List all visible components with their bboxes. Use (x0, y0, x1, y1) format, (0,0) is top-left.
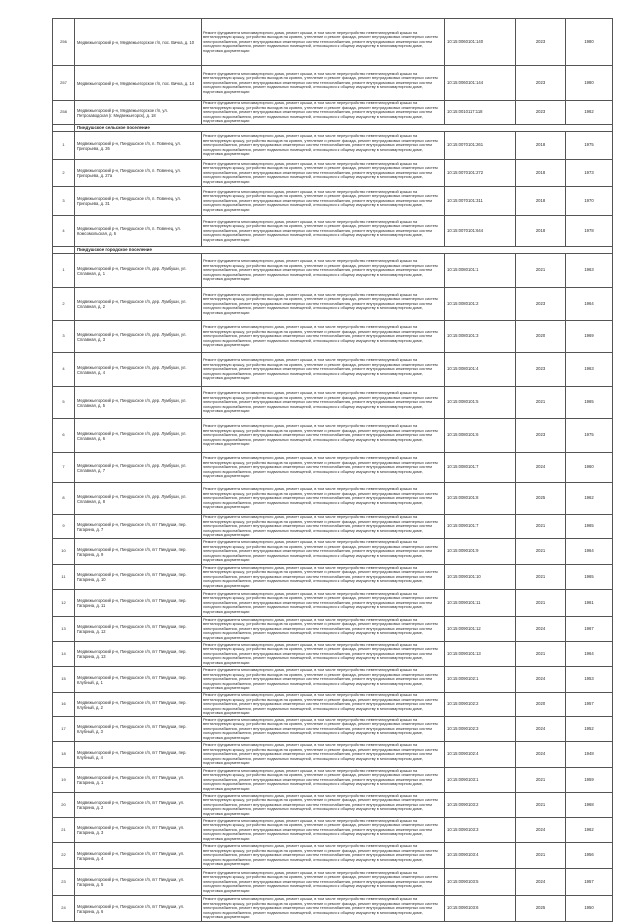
row-address: Медвежьегорский р-н, Пиндушское г/п, пгт Пиндуши, пер. Гагарина, д. 12 (75, 617, 202, 642)
section-header-row (53, 247, 613, 254)
row-work-description: Ремонт фундамента многоквартирного дома, ремонт крыши, в том числе переустройство невентилируемой крыши на вентилируемую крышу, устройство выходов на кровлю, утепление и ремонт фасада, ремонт внутридомовых инженерных систем электроснабжения, ремонт внутридомовых инженерных систем теплоснабжения, ремонт внутридомовых инженерных систем холодного водоснабжения, ремонт подвальных помещений, относящихся к общему имуществу в многоквартирном доме, подготовка документации (202, 565, 445, 590)
row-build-year: 1964 (566, 642, 613, 667)
row-address: Медвежьегорский р-н, Пиндушское г/п, дер. Лумбуши, ул. Сплавная, д. 6 (75, 419, 202, 453)
row-build-year: 1975 (566, 132, 613, 160)
row-planned-year: 2018 (516, 160, 566, 187)
row-address: Медвежьегорский р-н, Пиндушское г/п, пгт Пиндуши, пер. Клубный, д. 1 (75, 667, 202, 693)
row-build-year: 1963 (566, 353, 613, 387)
row-work-description: Ремонт фундамента многоквартирного дома, ремонт крыши, в том числе переустройство невентилируемой крыши на вентилируемую крышу, устройство выходов на кровлю, утепление и ремонт фасада, ремонт внутридомовых инженерных систем электроснабжения, ремонт внутридомовых инженерных систем теплоснабжения, ремонт внутридомовых инженерных систем холодного водоснабжения, ремонт подвальных помещений, относящихся к общему имуществу в многоквартирном доме, подготовка документации (202, 742, 445, 768)
row-number: 11 (53, 565, 75, 590)
row-cadastral-number: 10:15:0090103:5 (445, 869, 516, 896)
row-address: Медвежьегорский р-н, Пиндушское г/п, п. Повенец, ул. Григорьева, д. 31 (75, 187, 202, 216)
table-row (53, 565, 613, 590)
row-cadastral-number: 10:15:0090103:2 (445, 793, 516, 818)
table-row (53, 818, 613, 843)
section-header-row (53, 125, 613, 132)
row-address: Медвежьегорский р-н, Пиндушское г/п, дер. Лумбуши, ул. Сплавная, д. 4 (75, 353, 202, 387)
row-address: Медвежьегорский р-н, Пиндушское г/п, пгт Пиндуши, ул. Гагарина, д. 4 (75, 843, 202, 869)
row-build-year: 1980 (566, 19, 613, 66)
row-cadastral-number: 10:15:0090101:12 (445, 617, 516, 642)
row-planned-year: 2018 (516, 216, 566, 247)
row-planned-year: 2025 (516, 896, 566, 922)
row-address: Медвежьегорский р-н, Пиндушское г/п, дер. Лумбуши, ул. Сплавная, д. 5 (75, 387, 202, 419)
row-planned-year: 2021 (516, 387, 566, 419)
table-row (53, 590, 613, 617)
row-build-year: 1953 (566, 667, 613, 693)
row-build-year: 1952 (566, 717, 613, 742)
row-cadastral-number: 10:15:0080101:3 (445, 321, 516, 353)
table-row (53, 793, 613, 818)
row-cadastral-number: 10:15:0080101:8 (445, 483, 516, 515)
row-build-year: 1950 (566, 896, 613, 922)
row-address: Медвежьегорский р-н, Пиндушское г/п, пгт Пиндуши, ул. Гагарина, д. 3 (75, 818, 202, 843)
row-number: 4 (53, 216, 75, 247)
row-planned-year: 2023 (516, 419, 566, 453)
row-build-year: 1967 (566, 617, 613, 642)
row-number: 3 (53, 187, 75, 216)
row-planned-year: 2024 (516, 453, 566, 483)
row-address: Медвежьегорский р-н, Пиндушское г/п, пгт Пиндуши, пер. Клубный, д. 3 (75, 717, 202, 742)
row-work-description: Ремонт фундамента многоквартирного дома, ремонт крыши, в том числе переустройство невентилируемой крыши на вентилируемую крышу, устройство выходов на кровлю, утепление и ремонт фасада, ремонт внутридомовых инженерных систем электроснабжения, ремонт внутридомовых инженерных систем теплоснабжения, ремонт внутридомовых инженерных систем холодного водоснабжения, ремонт подвальных помещений, относящихся к общему имуществу в многоквартирном доме, подготовка документации (202, 693, 445, 717)
table-row (53, 187, 613, 216)
row-cadastral-number: 10:15:0090102:1 (445, 667, 516, 693)
row-planned-year: 2021 (516, 515, 566, 539)
row-number: 17 (53, 717, 75, 742)
row-planned-year: 2020 (516, 321, 566, 353)
row-planned-year: 2021 (516, 539, 566, 565)
row-build-year: 1962 (566, 818, 613, 843)
row-number: 1 (53, 254, 75, 288)
table-row (53, 288, 613, 321)
row-build-year: 1962 (566, 483, 613, 515)
row-planned-year: 2025 (516, 483, 566, 515)
row-number: 12 (53, 590, 75, 617)
row-number: 20 (53, 793, 75, 818)
row-work-description: Ремонт фундамента многоквартирного дома, ремонт крыши, в том числе переустройство невентилируемой крыши на вентилируемую крышу, устройство выходов на кровлю, утепление и ремонт фасада, ремонт внутридомовых инженерных систем электроснабжения, ремонт внутридомовых инженерных систем теплоснабжения, ремонт внутридомовых инженерных систем холодного водоснабжения, ремонт подвальных помещений, относящихся к общему имуществу в многоквартирном доме, подготовка документации (202, 869, 445, 896)
row-work-description: Ремонт фундамента многоквартирного дома, ремонт крыши, в том числе переустройство невентилируемой крыши на вентилируемую крышу, устройство выходов на кровлю, утепление и ремонт фасада, ремонт внутридомовых инженерных систем электроснабжения, ремонт внутридомовых инженерных систем теплоснабжения, ремонт внутридомовых инженерных систем холодного водоснабжения, ремонт подвальных помещений, относящихся к общему имуществу в многоквартирном доме, подготовка документации (202, 160, 445, 187)
row-work-description: Ремонт фундамента многоквартирного дома, ремонт крыши, в том числе переустройство невентилируемой крыши на вентилируемую крышу, устройство выходов на кровлю, утепление и ремонт фасада, ремонт внутридомовых инженерных систем электроснабжения, ремонт внутридомовых инженерных систем теплоснабжения, ремонт внутридомовых инженерных систем холодного водоснабжения, ремонт подвальных помещений, относящихся к общему имуществу в многоквартирном доме, подготовка документации (202, 132, 445, 160)
row-planned-year: 2021 (516, 768, 566, 793)
row-address: Медвежьегорский р-н, Пиндушское г/п, пгт Пиндуши, пер. Гагарина, д. 11 (75, 590, 202, 617)
row-cadastral-number: 10:15:0070101:644 (445, 216, 516, 247)
row-cadastral-number: 10:15:0080101:1 (445, 254, 516, 288)
row-work-description: Ремонт фундамента многоквартирного дома, ремонт крыши, в том числе переустройство невентилируемой крыши на вентилируемую крышу, устройство выходов на кровлю, утепление и ремонт фасада, ремонт внутридомовых инженерных систем электроснабжения, ремонт внутридомовых инженерных систем теплоснабжения, ремонт внутридомовых инженерных систем холодного водоснабжения, ремонт подвальных помещений, относящихся к общему имуществу в многоквартирном доме, подготовка документации (202, 590, 445, 617)
row-number: 10 (53, 539, 75, 565)
row-address: Медвежьегорский р-н, Пиндушское г/п, дер. Лумбуши, ул. Сплавная, д. 8 (75, 483, 202, 515)
row-work-description: Ремонт фундамента многоквартирного дома, ремонт крыши, в том числе переустройство невентилируемой крыши на вентилируемую крышу, устройство выходов на кровлю, утепление и ремонт фасада, ремонт внутридомовых инженерных систем электроснабжения, ремонт внутридомовых инженерных систем теплоснабжения, ремонт внутридомовых инженерных систем холодного водоснабжения, ремонт подвальных помещений, относящихся к общему имуществу в многоквартирном доме, подготовка документации (202, 187, 445, 216)
row-build-year: 1965 (566, 515, 613, 539)
row-build-year: 1962 (566, 101, 613, 125)
row-work-description: Ремонт фундамента многоквартирного дома, ремонт крыши, в том числе переустройство невентилируемой крыши на вентилируемую крышу, устройство выходов на кровлю, утепление и ремонт фасада, ремонт внутридомовых инженерных систем электроснабжения, ремонт внутридомовых инженерных систем теплоснабжения, ремонт внутридомовых инженерных систем холодного водоснабжения, ремонт подвальных помещений, относящихся к общему имуществу в многоквартирном доме, подготовка документации (202, 617, 445, 642)
table-row (53, 66, 613, 101)
row-cadastral-number: 10:15:0070101:261 (445, 132, 516, 160)
row-number: 24 (53, 896, 75, 922)
row-cadastral-number: 10:15:0090101:11 (445, 590, 516, 617)
row-build-year: 1948 (566, 742, 613, 768)
row-cadastral-number: 10:15:0090103:1 (445, 768, 516, 793)
row-number: 21 (53, 818, 75, 843)
row-address: Медвежьегорский р-н, Пиндушское г/п, пгт Пиндуши, ул. Гагарина, д. 1 (75, 768, 202, 793)
row-build-year: 1961 (566, 590, 613, 617)
row-cadastral-number: 10:15:0090102:2 (445, 693, 516, 717)
row-work-description: Ремонт фундамента многоквартирного дома, ремонт крыши, в том числе переустройство невентилируемой крыши на вентилируемую крышу, устройство выходов на кровлю, утепление и ремонт фасада, ремонт внутридомовых инженерных систем электроснабжения, ремонт внутридомовых инженерных систем теплоснабжения, ремонт внутридомовых инженерных систем холодного водоснабжения, ремонт подвальных помещений, относящихся к общему имуществу в многоквартирном доме, подготовка документации (202, 539, 445, 565)
row-cadastral-number: 10:15:0080101:6 (445, 419, 516, 453)
row-number: 4 (53, 353, 75, 387)
row-number: 19 (53, 768, 75, 793)
section-title: Пиндушское сельское поселение (75, 125, 613, 132)
row-build-year: 1957 (566, 869, 613, 896)
row-cadastral-number: 10:15:0090101:10 (445, 565, 516, 590)
row-planned-year: 2024 (516, 617, 566, 642)
row-address: Медвежьегорский р-н, Медвежьегорское г/п, пос. Вичка, д. 10 (75, 19, 202, 66)
row-work-description: Ремонт фундамента многоквартирного дома, ремонт крыши, в том числе переустройство невентилируемой крыши на вентилируемую крышу, устройство выходов на кровлю, утепление и ремонт фасада, ремонт внутридомовых инженерных систем электроснабжения, ремонт внутридомовых инженерных систем теплоснабжения, ремонт внутридомовых инженерных систем холодного водоснабжения, ремонт подвальных помещений, относящихся к общему имуществу в многоквартирном доме, подготовка документации (202, 818, 445, 843)
row-cadastral-number: 10:15:0090103:6 (445, 896, 516, 922)
table-row (53, 321, 613, 353)
row-planned-year: 2021 (516, 642, 566, 667)
row-number: 18 (53, 742, 75, 768)
row-number: 13 (53, 617, 75, 642)
table-row (53, 101, 613, 125)
row-cadastral-number: 10:15:0070101:311 (445, 187, 516, 216)
row-planned-year: 2023 (516, 288, 566, 321)
table-row (53, 693, 613, 717)
row-planned-year: 2021 (516, 590, 566, 617)
row-cadastral-number: 10:15:0090102:4 (445, 742, 516, 768)
row-planned-year: 2018 (516, 187, 566, 216)
row-number: 16 (53, 693, 75, 717)
table-row (53, 742, 613, 768)
row-number: 6 (53, 419, 75, 453)
row-planned-year: 2020 (516, 693, 566, 717)
table-row (53, 19, 613, 66)
table-row (53, 896, 613, 922)
table-row (53, 353, 613, 387)
row-cadastral-number: 10:15:0090101:7 (445, 515, 516, 539)
row-build-year: 1978 (566, 216, 613, 247)
row-work-description: Ремонт фундамента многоквартирного дома, ремонт крыши, в том числе переустройство невентилируемой крыши на вентилируемую крышу, устройство выходов на кровлю, утепление и ремонт фасада, ремонт внутридомовых инженерных систем электроснабжения, ремонт внутридомовых инженерных систем теплоснабжения, ремонт внутридомовых инженерных систем холодного водоснабжения, ремонт подвальных помещений, относящихся к общему имуществу в многоквартирном доме, подготовка документации (202, 321, 445, 353)
row-number: 23 (53, 869, 75, 896)
table-row (53, 453, 613, 483)
row-address: Медвежьегорский р-н, Пиндушское г/п, пгт Пиндуши, пер. Клубный, д. 2 (75, 693, 202, 717)
row-address: Медвежьегорский р-н, Пиндушское г/п, дер. Лумбуши, ул. Сплавная, д. 7 (75, 453, 202, 483)
row-build-year: 1963 (566, 254, 613, 288)
table-row (53, 515, 613, 539)
row-build-year: 1964 (566, 288, 613, 321)
row-planned-year: 2024 (516, 742, 566, 768)
row-number: 8 (53, 483, 75, 515)
row-cadastral-number: 10:15:0090103:3 (445, 818, 516, 843)
row-number: 9 (53, 515, 75, 539)
row-number: 2 (53, 160, 75, 187)
row-planned-year: 2023 (516, 66, 566, 101)
row-number: 15 (53, 667, 75, 693)
row-number: 5 (53, 387, 75, 419)
row-cadastral-number: 10:15:0090101:9 (445, 539, 516, 565)
row-cadastral-number: 10:15:0080101:4 (445, 353, 516, 387)
row-build-year: 1975 (566, 419, 613, 453)
row-cadastral-number: 10:15:0080101:5 (445, 387, 516, 419)
table-row (53, 387, 613, 419)
table-row (53, 843, 613, 869)
row-build-year: 1969 (566, 321, 613, 353)
table-row (53, 617, 613, 642)
row-build-year: 1980 (566, 66, 613, 101)
table-row (53, 717, 613, 742)
row-work-description: Ремонт фундамента многоквартирного дома, ремонт крыши, в том числе переустройство невентилируемой крыши на вентилируемую крышу, устройство выходов на кровлю, утепление и ремонт фасада, ремонт внутридомовых инженерных систем электроснабжения, ремонт внутридомовых инженерных систем теплоснабжения, ремонт внутридомовых инженерных систем холодного водоснабжения, ремонт подвальных помещений, относящихся к общему имуществу в многоквартирном доме, подготовка документации (202, 642, 445, 667)
table-row (53, 539, 613, 565)
row-address: Медвежьегорский р-н, Пиндушское г/п, пгт Пиндуши, пер. Клубный, д. 4 (75, 742, 202, 768)
row-build-year: 1965 (566, 387, 613, 419)
row-planned-year: 2024 (516, 717, 566, 742)
table-row (53, 483, 613, 515)
row-number: 2 (53, 288, 75, 321)
row-work-description: Ремонт фундамента многоквартирного дома, ремонт крыши, в том числе переустройство невентилируемой крыши на вентилируемую крышу, устройство выходов на кровлю, утепление и ремонт фасада, ремонт внутридомовых инженерных систем электроснабжения, ремонт внутридомовых инженерных систем теплоснабжения, ремонт внутридомовых инженерных систем холодного водоснабжения, ремонт подвальных помещений, относящихся к общему имуществу в многоквартирном доме, подготовка документации (202, 101, 445, 125)
row-address: Медвежьегорский р-н, Пиндушское г/п, пгт Пиндуши, пер. Гагарина, д. 10 (75, 565, 202, 590)
row-build-year: 1960 (566, 453, 613, 483)
row-work-description: Ремонт фундамента многоквартирного дома, ремонт крыши, в том числе переустройство невентилируемой крыши на вентилируемую крышу, устройство выходов на кровлю, утепление и ремонт фасада, ремонт внутридомовых инженерных систем электроснабжения, ремонт внутридомовых инженерных систем теплоснабжения, ремонт внутридомовых инженерных систем холодного водоснабжения, ремонт подвальных помещений, относящихся к общему имуществу в многоквартирном доме, подготовка документации (202, 453, 445, 483)
row-planned-year: 2021 (516, 843, 566, 869)
row-work-description: Ремонт фундамента многоквартирного дома, ремонт крыши, в том числе переустройство невентилируемой крыши на вентилируемую крышу, устройство выходов на кровлю, утепление и ремонт фасада, ремонт внутридомовых инженерных систем электроснабжения, ремонт внутридомовых инженерных систем теплоснабжения, ремонт внутридомовых инженерных систем холодного водоснабжения, ремонт подвальных помещений, относящихся к общему имуществу в многоквартирном доме, подготовка документации (202, 843, 445, 869)
row-work-description: Ремонт фундамента многоквартирного дома, ремонт крыши, в том числе переустройство невентилируемой крыши на вентилируемую крышу, устройство выходов на кровлю, утепление и ремонт фасада, ремонт внутридомовых инженерных систем электроснабжения, ремонт внутридомовых инженерных систем теплоснабжения, ремонт внутридомовых инженерных систем холодного водоснабжения, ремонт подвальных помещений, относящихся к общему имуществу в многоквартирном доме, подготовка документации (202, 19, 445, 66)
row-number: 1 (53, 132, 75, 160)
row-number: 7 (53, 453, 75, 483)
row-address: Медвежьегорский р-н, Пиндушское г/п, пгт Пиндуши, пер. Гагарина, д. 7 (75, 515, 202, 539)
row-build-year: 1964 (566, 539, 613, 565)
table-row (53, 768, 613, 793)
row-address: Медвежьегорский р-н, Пиндушское г/п, п. Повенец, ул. Григорьева, д. 27а (75, 160, 202, 187)
table-row (53, 419, 613, 453)
row-address: Медвежьегорский р-н, Пиндушское г/п, пгт Пиндуши, пер. Гагарина, д. 9 (75, 539, 202, 565)
row-planned-year: 2023 (516, 101, 566, 125)
row-build-year: 1965 (566, 565, 613, 590)
table-row (53, 132, 613, 160)
row-planned-year: 2023 (516, 353, 566, 387)
table-row (53, 869, 613, 896)
row-work-description: Ремонт фундамента многоквартирного дома, ремонт крыши, в том числе переустройство невентилируемой крыши на вентилируемую крышу, устройство выходов на кровлю, утепление и ремонт фасада, ремонт внутридомовых инженерных систем электроснабжения, ремонт внутридомовых инженерных систем теплоснабжения, ремонт внутридомовых инженерных систем холодного водоснабжения, ремонт подвальных помещений, относящихся к общему имуществу в многоквартирном доме, подготовка документации (202, 515, 445, 539)
row-address: Медвежьегорский р-н, Пиндушское г/п, пгт Пиндуши, ул. Гагарина, д. 5 (75, 869, 202, 896)
row-address: Медвежьегорский р-н, Пиндушское г/п, дер. Лумбуши, ул. Сплавная, д. 3 (75, 321, 202, 353)
row-work-description: Ремонт фундамента многоквартирного дома, ремонт крыши, в том числе переустройство невентилируемой крыши на вентилируемую крышу, устройство выходов на кровлю, утепление и ремонт фасада, ремонт внутридомовых инженерных систем электроснабжения, ремонт внутридомовых инженерных систем теплоснабжения, ремонт внутридомовых инженерных систем холодного водоснабжения, ремонт подвальных помещений, относящихся к общему имуществу в многоквартирном доме, подготовка документации (202, 66, 445, 101)
row-number: 14 (53, 642, 75, 667)
table-row (53, 642, 613, 667)
row-address: Медвежьегорский р-н, Пиндушское г/п, п. Повенец, ул. Комсомольская, д. 6 (75, 216, 202, 247)
row-cadastral-number: 10:15:0090102:3 (445, 717, 516, 742)
row-cadastral-number: 10:15:0010117:118 (445, 101, 516, 125)
row-work-description: Ремонт фундамента многоквартирного дома, ремонт крыши, в том числе переустройство невентилируемой крыши на вентилируемую крышу, устройство выходов на кровлю, утепление и ремонт фасада, ремонт внутридомовых инженерных систем электроснабжения, ремонт внутридомовых инженерных систем теплоснабжения, ремонт внутридомовых инженерных систем холодного водоснабжения, ремонт подвальных помещений, относящихся к общему имуществу в многоквартирном доме, подготовка документации (202, 419, 445, 453)
row-cadastral-number: 10:15:0080101:2 (445, 288, 516, 321)
row-build-year: 1957 (566, 693, 613, 717)
row-address: Медвежьегорский р-н, Пиндушское г/п, дер. Лумбуши, ул. Сплавная, д. 1 (75, 254, 202, 288)
row-work-description: Ремонт фундамента многоквартирного дома, ремонт крыши, в том числе переустройство невентилируемой крыши на вентилируемую крышу, устройство выходов на кровлю, утепление и ремонт фасада, ремонт внутридомовых инженерных систем электроснабжения, ремонт внутридомовых инженерных систем теплоснабжения, ремонт внутридомовых инженерных систем холодного водоснабжения, ремонт подвальных помещений, относящихся к общему имуществу в многоквартирном доме, подготовка документации (202, 353, 445, 387)
row-build-year: 1970 (566, 187, 613, 216)
row-planned-year: 2021 (516, 254, 566, 288)
row-build-year: 1959 (566, 768, 613, 793)
row-number: 256 (53, 19, 75, 66)
row-work-description: Ремонт фундамента многоквартирного дома, ремонт крыши, в том числе переустройство невентилируемой крыши на вентилируемую крышу, устройство выходов на кровлю, утепление и ремонт фасада, ремонт внутридомовых инженерных систем электроснабжения, ремонт внутридомовых инженерных систем теплоснабжения, ремонт внутридомовых инженерных систем холодного водоснабжения, ремонт подвальных помещений, относящихся к общему имуществу в многоквартирном доме, подготовка документации (202, 288, 445, 321)
table-row (53, 254, 613, 288)
row-planned-year: 2021 (516, 565, 566, 590)
row-build-year: 1973 (566, 160, 613, 187)
row-planned-year: 2024 (516, 869, 566, 896)
section-title: Пиндушское городское поселение (75, 247, 613, 254)
row-planned-year: 2024 (516, 818, 566, 843)
row-work-description: Ремонт фундамента многоквартирного дома, ремонт крыши, в том числе переустройство невентилируемой крыши на вентилируемую крышу, устройство выходов на кровлю, утепление и ремонт фасада, ремонт внутридомовых инженерных систем электроснабжения, ремонт внутридомовых инженерных систем теплоснабжения, ремонт внутридомовых инженерных систем холодного водоснабжения, ремонт подвальных помещений, относящихся к общему имуществу в многоквартирном доме, подготовка документации (202, 387, 445, 419)
row-build-year: 1968 (566, 793, 613, 818)
row-planned-year: 2018 (516, 132, 566, 160)
row-address: Медвежьегорский р-н, Медвежьегорское г/п, ул. Петрозаводская (г. Медвежьегорск), д. 18 (75, 101, 202, 125)
row-work-description: Ремонт фундамента многоквартирного дома, ремонт крыши, в том числе переустройство невентилируемой крыши на вентилируемую крышу, устройство выходов на кровлю, утепление и ремонт фасада, ремонт внутридомовых инженерных систем электроснабжения, ремонт внутридомовых инженерных систем теплоснабжения, ремонт внутридомовых инженерных систем холодного водоснабжения, ремонт подвальных помещений, относящихся к общему имуществу в многоквартирном доме, подготовка документации (202, 483, 445, 515)
row-cadastral-number: 10:15:0070101:272 (445, 160, 516, 187)
row-address: Медвежьегорский р-н, Пиндушское г/п, пгт Пиндуши, ул. Гагарина, д. 2 (75, 793, 202, 818)
row-cadastral-number: 10:15:0060101:144 (445, 66, 516, 101)
document-page (52, 18, 612, 922)
row-address: Медвежьегорский р-н, Пиндушское г/п, пгт Пиндуши, пер. Гагарина, д. 13 (75, 642, 202, 667)
row-work-description: Ремонт фундамента многоквартирного дома, ремонт крыши, в том числе переустройство невентилируемой крыши на вентилируемую крышу, устройство выходов на кровлю, утепление и ремонт фасада, ремонт внутридомовых инженерных систем электроснабжения, ремонт внутридомовых инженерных систем теплоснабжения, ремонт внутридомовых инженерных систем холодного водоснабжения, ремонт подвальных помещений, относящихся к общему имуществу в многоквартирном доме, подготовка документации (202, 793, 445, 818)
row-build-year: 1956 (566, 843, 613, 869)
row-address: Медвежьегорский р-н, Пиндушское г/п, п. Повенец, ул. Григорьева, д. 26 (75, 132, 202, 160)
row-number: 3 (53, 321, 75, 353)
row-work-description: Ремонт фундамента многоквартирного дома, ремонт крыши, в том числе переустройство невентилируемой крыши на вентилируемую крышу, устройство выходов на кровлю, утепление и ремонт фасада, ремонт внутридомовых инженерных систем электроснабжения, ремонт внутридомовых инженерных систем теплоснабжения, ремонт внутридомовых инженерных систем холодного водоснабжения, ремонт подвальных помещений, относящихся к общему имуществу в многоквартирном доме, подготовка документации (202, 896, 445, 922)
row-number: 257 (53, 66, 75, 101)
repair-program-table (52, 18, 613, 922)
row-address: Медвежьегорский р-н, Пиндушское г/п, дер. Лумбуши, ул. Сплавная, д. 2 (75, 288, 202, 321)
row-cadastral-number: 10:15:0090101:13 (445, 642, 516, 667)
row-work-description: Ремонт фундамента многоквартирного дома, ремонт крыши, в том числе переустройство невентилируемой крыши на вентилируемую крышу, устройство выходов на кровлю, утепление и ремонт фасада, ремонт внутридомовых инженерных систем электроснабжения, ремонт внутридомовых инженерных систем теплоснабжения, ремонт внутридомовых инженерных систем холодного водоснабжения, ремонт подвальных помещений, относящихся к общему имуществу в многоквартирном доме, подготовка документации (202, 254, 445, 288)
row-work-description: Ремонт фундамента многоквартирного дома, ремонт крыши, в том числе переустройство невентилируемой крыши на вентилируемую крышу, устройство выходов на кровлю, утепление и ремонт фасада, ремонт внутридомовых инженерных систем электроснабжения, ремонт внутридомовых инженерных систем теплоснабжения, ремонт внутридомовых инженерных систем холодного водоснабжения, ремонт подвальных помещений, относящихся к общему имуществу в многоквартирном доме, подготовка документации (202, 216, 445, 247)
row-cadastral-number: 10:15:0080101:7 (445, 453, 516, 483)
row-planned-year: 2023 (516, 19, 566, 66)
table-row (53, 160, 613, 187)
row-work-description: Ремонт фундамента многоквартирного дома, ремонт крыши, в том числе переустройство невентилируемой крыши на вентилируемую крышу, устройство выходов на кровлю, утепление и ремонт фасада, ремонт внутридомовых инженерных систем электроснабжения, ремонт внутридомовых инженерных систем теплоснабжения, ремонт внутридомовых инженерных систем холодного водоснабжения, ремонт подвальных помещений, относящихся к общему имуществу в многоквартирном доме, подготовка документации (202, 717, 445, 742)
row-address: Медвежьегорский р-н, Медвежьегорское г/п, пос. Вичка, д. 14 (75, 66, 202, 101)
row-planned-year: 2021 (516, 793, 566, 818)
row-planned-year: 2024 (516, 667, 566, 693)
row-cadastral-number: 10:15:0090103:4 (445, 843, 516, 869)
table-row (53, 667, 613, 693)
row-cadastral-number: 10:15:0060101:140 (445, 19, 516, 66)
row-number: 22 (53, 843, 75, 869)
row-number: 258 (53, 101, 75, 125)
row-work-description: Ремонт фундамента многоквартирного дома, ремонт крыши, в том числе переустройство невентилируемой крыши на вентилируемую крышу, устройство выходов на кровлю, утепление и ремонт фасада, ремонт внутридомовых инженерных систем электроснабжения, ремонт внутридомовых инженерных систем теплоснабжения, ремонт внутридомовых инженерных систем холодного водоснабжения, ремонт подвальных помещений, относящихся к общему имуществу в многоквартирном доме, подготовка документации (202, 667, 445, 693)
row-work-description: Ремонт фундамента многоквартирного дома, ремонт крыши, в том числе переустройство невентилируемой крыши на вентилируемую крышу, устройство выходов на кровлю, утепление и ремонт фасада, ремонт внутридомовых инженерных систем электроснабжения, ремонт внутридомовых инженерных систем теплоснабжения, ремонт внутридомовых инженерных систем холодного водоснабжения, ремонт подвальных помещений, относящихся к общему имуществу в многоквартирном доме, подготовка документации (202, 768, 445, 793)
row-address: Медвежьегорский р-н, Пиндушское г/п, пгт Пиндуши, ул. Гагарина, д. 6 (75, 896, 202, 922)
table-row (53, 216, 613, 247)
